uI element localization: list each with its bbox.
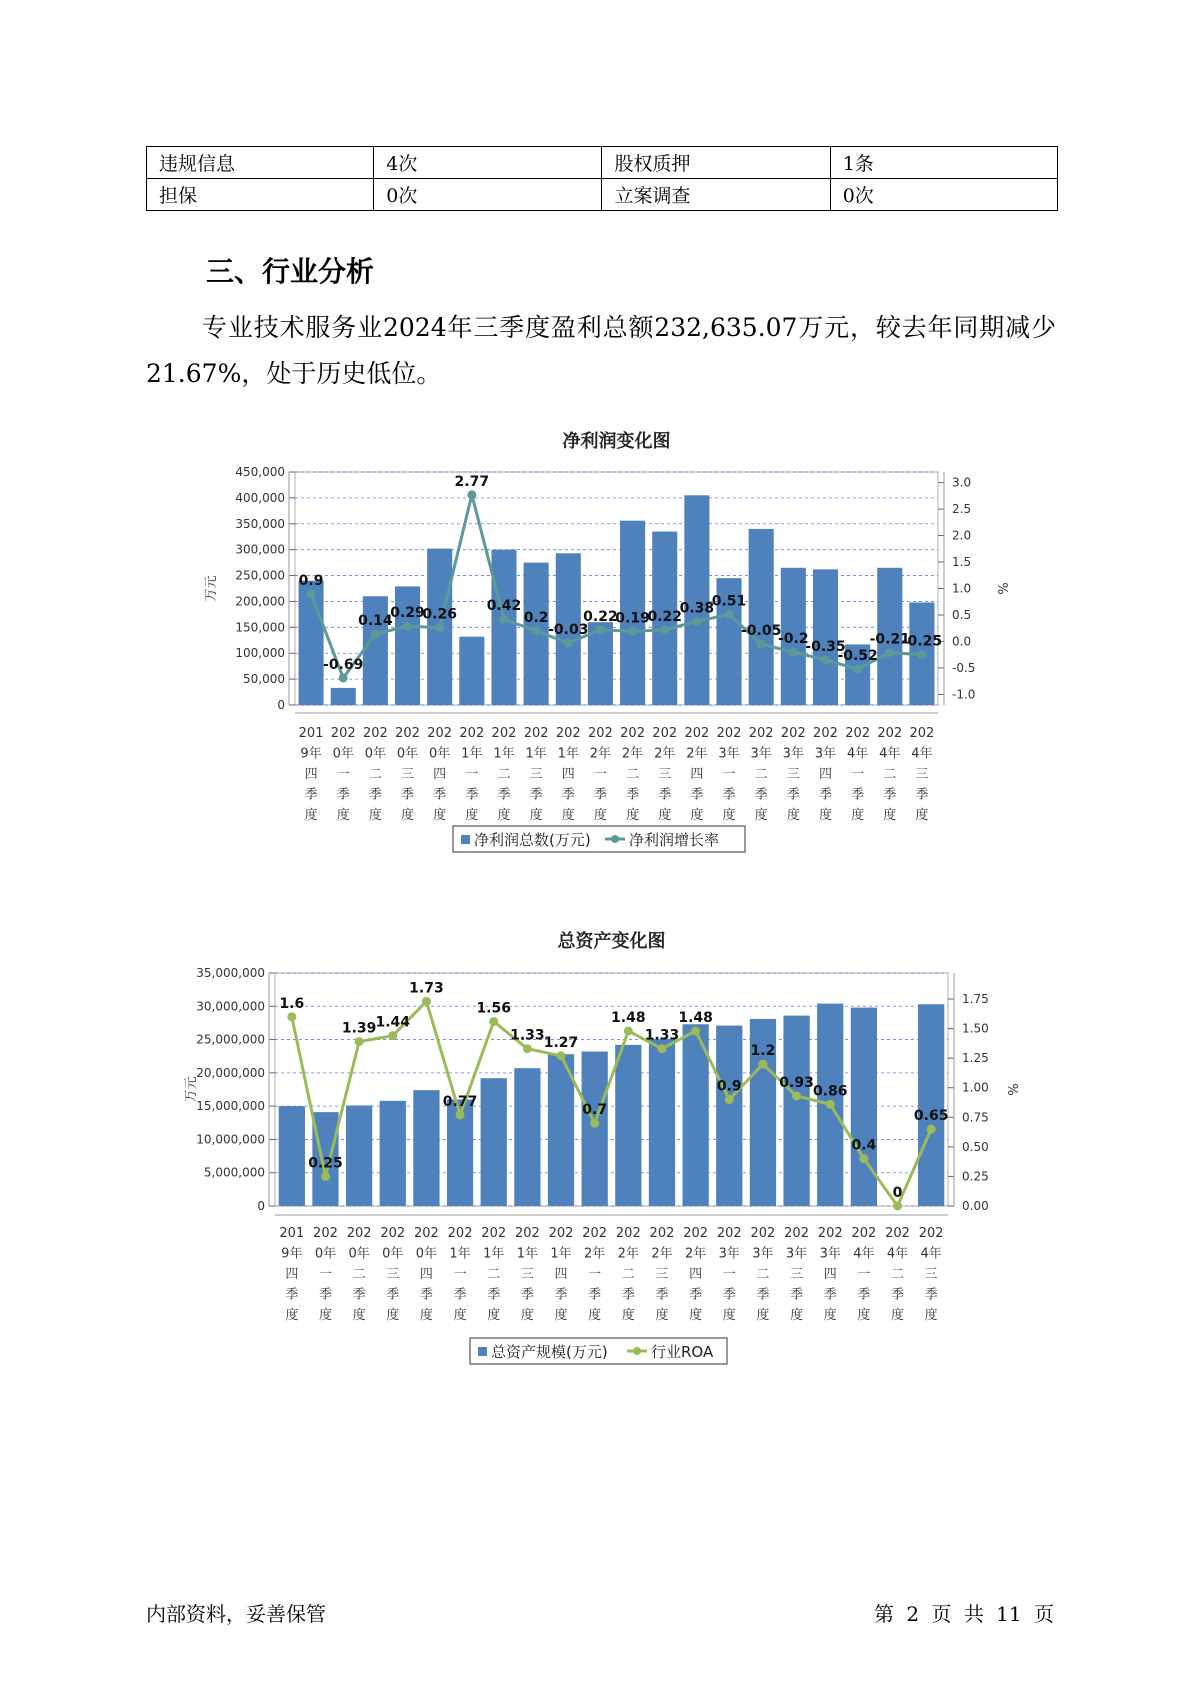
x-tick-label: 202 4年二季度	[877, 726, 903, 823]
bar	[649, 1039, 675, 1206]
data-point	[792, 1092, 801, 1101]
table-cell: 违规信息	[147, 147, 374, 179]
plot-area	[295, 472, 938, 705]
x-tick-label: 202 4年一季度	[845, 726, 871, 823]
data-label: 0.9	[298, 572, 324, 589]
data-label: 1.2	[750, 1043, 776, 1060]
data-point	[435, 623, 444, 632]
bar	[413, 1090, 439, 1206]
data-label: 1.33	[510, 1027, 545, 1044]
legend-line-marker	[611, 835, 619, 843]
data-label: 1.27	[543, 1034, 579, 1051]
x-tick-label: 202 4年三季度	[909, 726, 935, 823]
bar	[279, 1106, 305, 1206]
data-point	[758, 1060, 767, 1069]
data-label: -0.2	[778, 631, 809, 648]
y-tick-label: 20,000,000	[196, 1065, 265, 1080]
net-profit-chart	[0, 425, 1191, 875]
data-label: 1.39	[341, 1020, 377, 1037]
bar	[299, 581, 324, 705]
x-tick-label: 202 0年四季度	[427, 726, 453, 823]
bar	[380, 1101, 406, 1206]
x-tick-label: 202 3年二季度	[750, 1226, 776, 1323]
x-tick-label: 202 0年一季度	[330, 726, 356, 823]
y2-tick-label: 0.50	[962, 1139, 989, 1154]
data-point	[657, 1044, 666, 1053]
x-tick-label: 202 1年二季度	[481, 1226, 507, 1323]
data-label: 0.86	[812, 1083, 848, 1100]
data-point	[590, 1119, 599, 1128]
y-tick-label: 15,000,000	[196, 1099, 265, 1114]
data-point	[757, 640, 766, 649]
data-point	[660, 625, 669, 634]
data-point	[859, 1154, 868, 1163]
data-point	[489, 1017, 498, 1026]
data-label: 0.42	[486, 598, 522, 615]
y2-tick-label: 0.00	[962, 1199, 989, 1213]
y2-axis-label: %	[994, 582, 1009, 595]
y2-tick-label: 1.25	[962, 1051, 989, 1066]
legend-bar-swatch	[478, 1347, 487, 1356]
footer-confidential-note: 内部资料，妥善保管	[146, 1602, 326, 1626]
y-axis-label: 万元	[204, 575, 219, 602]
analysis-paragraph: 专业技术服务业2024年三季度盈利总额232,635.07万元，较去年同期减少21.67%，处于历史低位。	[146, 313, 1056, 388]
data-point	[371, 630, 380, 639]
y-tick-label: 200,000	[235, 594, 285, 609]
bar	[615, 1045, 641, 1206]
legend-line-label: 净利润增长率	[629, 831, 720, 849]
x-tick-label: 202 2年四季度	[683, 1226, 709, 1323]
bar	[331, 688, 356, 705]
table-cell: 4次	[374, 147, 602, 179]
chart-svg	[0, 925, 1191, 1385]
x-tick-label: 202 3年二季度	[748, 726, 774, 823]
data-point	[564, 639, 573, 648]
x-tick-label: 202 1年三季度	[514, 1226, 540, 1323]
data-label: -0.21	[869, 631, 910, 648]
data-point	[853, 664, 862, 673]
data-label: 0.22	[583, 608, 618, 625]
y2-tick-label: 2.0	[952, 528, 972, 543]
y-tick-label: 50,000	[243, 672, 285, 687]
legend-line-marker	[633, 1347, 641, 1355]
bar	[813, 569, 838, 705]
data-label: -0.25	[901, 633, 943, 650]
table-cell: 立案调查	[602, 179, 830, 211]
legend	[453, 826, 745, 852]
x-tick-label: 202 0年四季度	[414, 1226, 439, 1323]
data-point	[456, 1110, 465, 1119]
x-tick-label: 202 2年四季度	[684, 726, 710, 823]
x-tick-label: 201 9年四季度	[279, 1226, 305, 1323]
data-point	[885, 648, 894, 657]
data-point	[927, 1125, 936, 1134]
x-tick-label: 202 0年一季度	[313, 1226, 338, 1323]
data-label: 0.9	[716, 1078, 742, 1095]
table-row	[147, 179, 1058, 211]
data-label: -0.69	[323, 656, 364, 673]
y2-tick-label: 1.5	[952, 555, 972, 570]
data-label: -0.03	[548, 622, 589, 639]
data-point	[789, 648, 798, 657]
data-label: -0.05	[740, 623, 782, 640]
x-tick-label: 202 4年三季度	[918, 1226, 944, 1323]
bar	[783, 1016, 809, 1206]
data-label: 0.19	[615, 610, 650, 627]
x-tick-label: 202 4年一季度	[851, 1226, 877, 1323]
data-point	[467, 490, 476, 499]
data-point	[821, 655, 830, 664]
bar	[459, 637, 484, 705]
bar	[582, 1052, 608, 1206]
data-point	[523, 1044, 532, 1053]
bar	[514, 1068, 540, 1206]
y-tick-label: 100,000	[235, 646, 285, 661]
chart-svg	[0, 425, 1191, 875]
data-point	[596, 625, 605, 634]
y-tick-label: 350,000	[235, 516, 285, 531]
y-tick-label: 0	[257, 1199, 265, 1213]
bar	[346, 1105, 372, 1206]
data-point	[725, 1095, 734, 1104]
x-tick-label: 202 1年二季度	[491, 726, 517, 823]
x-tick-label: 202 1年四季度	[555, 726, 581, 823]
data-label: 1.44	[375, 1014, 411, 1031]
y-tick-label: 400,000	[235, 490, 285, 505]
x-tick-label: 202 2年三季度	[652, 726, 678, 823]
data-point	[893, 1202, 902, 1211]
x-tick-label: 202 0年二季度	[346, 1226, 372, 1323]
y-tick-label: 5,000,000	[203, 1165, 265, 1180]
data-label: 0.25	[308, 1155, 343, 1172]
data-label: 0.14	[358, 613, 393, 630]
data-label: 0.65	[913, 1108, 949, 1125]
x-tick-label: 202 2年二季度	[620, 726, 645, 823]
x-tick-label: 202 0年三季度	[380, 1226, 406, 1323]
y-tick-label: 150,000	[235, 620, 285, 635]
table-row	[147, 147, 1058, 179]
x-tick-label: 202 2年一季度	[588, 726, 613, 823]
x-tick-label: 202 2年一季度	[582, 1226, 608, 1323]
y2-tick-label: 0.5	[952, 607, 972, 622]
y-tick-label: 300,000	[235, 542, 285, 557]
data-label: 0.22	[647, 608, 682, 625]
data-label: 2.77	[454, 473, 490, 490]
y-tick-label: 450,000	[235, 465, 285, 479]
data-label: 0	[892, 1185, 903, 1201]
bar	[851, 1008, 877, 1206]
data-label: -0.52	[837, 647, 878, 664]
data-label: 0.77	[442, 1093, 478, 1110]
data-point	[917, 650, 926, 659]
bar	[716, 1026, 742, 1206]
x-tick-label: 202 3年四季度	[813, 726, 838, 823]
x-tick-label: 202 1年一季度	[447, 1226, 473, 1323]
legend-line-label: 行业ROA	[651, 1343, 714, 1361]
x-tick-label: 202 1年四季度	[548, 1226, 574, 1323]
legend-bar-label: 净利润总数(万元)	[474, 831, 591, 849]
x-tick-label: 202 2年三季度	[649, 1226, 675, 1323]
data-point	[499, 615, 508, 624]
data-point	[321, 1172, 330, 1181]
data-point	[403, 622, 412, 631]
y-tick-label: 10,000,000	[196, 1132, 265, 1147]
chart-title: 总资产变化图	[557, 931, 666, 952]
section-title: 三、行业分析	[206, 255, 375, 288]
x-tick-label: 202 0年二季度	[362, 726, 388, 823]
data-label: 1.48	[678, 1009, 713, 1026]
y2-tick-label: 1.0	[952, 581, 972, 596]
data-point	[422, 997, 431, 1006]
data-label: 1.56	[476, 1000, 511, 1017]
data-point	[691, 1026, 700, 1035]
y2-tick-label: 0.75	[962, 1110, 989, 1125]
bar	[918, 1004, 944, 1206]
x-tick-label: 202 3年三季度	[784, 1226, 809, 1323]
x-tick-label: 202 3年三季度	[780, 726, 806, 823]
y2-tick-label: 1.00	[962, 1080, 989, 1095]
y-tick-label: 30,000,000	[196, 999, 265, 1014]
x-tick-label: 201 9年四季度	[298, 726, 324, 823]
data-point	[339, 673, 348, 682]
data-label: 0.7	[582, 1102, 608, 1119]
table-cell: 0次	[374, 179, 602, 211]
x-tick-label: 202 0年三季度	[395, 726, 420, 823]
y2-tick-label: 1.75	[962, 992, 989, 1007]
table-cell: 1条	[830, 147, 1057, 179]
legend-bar-swatch	[461, 835, 470, 844]
bar	[749, 529, 774, 705]
y2-axis-label: %	[1004, 1083, 1019, 1096]
data-label: 0.93	[779, 1075, 814, 1092]
y2-tick-label: 0.0	[952, 634, 972, 649]
chart-title: 净利润变化图	[562, 431, 671, 452]
data-label: 0.51	[711, 593, 747, 610]
data-label: 0.26	[422, 606, 457, 623]
y-tick-label: 250,000	[235, 568, 285, 583]
info-table	[146, 146, 1058, 211]
y2-tick-label: 0.25	[962, 1169, 989, 1184]
data-label: 1.73	[409, 980, 444, 997]
data-label: 0.38	[679, 600, 715, 617]
x-tick-label: 202 3年四季度	[817, 1226, 843, 1323]
y-tick-label: 0	[277, 698, 285, 712]
data-label: 0.29	[390, 605, 425, 622]
total-assets-chart	[0, 925, 1191, 1385]
data-label: 0.2	[523, 609, 549, 626]
x-tick-label: 202 1年三季度	[523, 726, 549, 823]
x-tick-label: 202 3年一季度	[716, 1226, 742, 1323]
data-label: -0.35	[805, 638, 846, 655]
data-label: 0.4	[851, 1137, 877, 1154]
bar	[491, 550, 516, 705]
table-cell: 担保	[147, 179, 374, 211]
data-point	[826, 1100, 835, 1109]
data-point	[628, 627, 637, 636]
data-point	[388, 1031, 397, 1040]
y2-tick-label: 2.5	[952, 502, 972, 517]
y-tick-label: 35,000,000	[196, 966, 265, 980]
y2-tick-label: 3.0	[952, 475, 972, 490]
y2-tick-label: -1.0	[952, 687, 976, 702]
data-label: 1.33	[644, 1027, 680, 1044]
data-point	[725, 610, 734, 619]
data-point	[307, 589, 316, 598]
bar	[481, 1078, 507, 1206]
x-tick-label: 202 1年一季度	[459, 726, 485, 823]
y2-tick-label: 1.50	[962, 1021, 989, 1036]
x-tick-label: 202 2年二季度	[615, 1226, 641, 1323]
y2-tick-label: -0.5	[952, 660, 976, 675]
data-point	[287, 1012, 296, 1021]
data-label: 1.6	[279, 995, 305, 1012]
y-axis-label: 万元	[184, 1076, 199, 1103]
data-point	[624, 1026, 633, 1035]
footer-page-number: 第 2 页 共 11 页	[874, 1602, 1054, 1626]
data-label: 1.48	[611, 1009, 646, 1026]
legend-bar-label: 总资产规模(万元)	[491, 1343, 608, 1361]
data-point	[557, 1051, 566, 1060]
data-point	[532, 626, 541, 635]
data-point	[355, 1037, 364, 1046]
data-point	[692, 617, 701, 626]
x-tick-label: 202 3年一季度	[716, 726, 742, 823]
legend	[470, 1338, 727, 1364]
x-tick-label: 202 4年二季度	[885, 1226, 910, 1323]
y-tick-label: 25,000,000	[196, 1032, 265, 1047]
table-cell: 股权质押	[602, 147, 830, 179]
table-cell: 0次	[830, 179, 1057, 211]
